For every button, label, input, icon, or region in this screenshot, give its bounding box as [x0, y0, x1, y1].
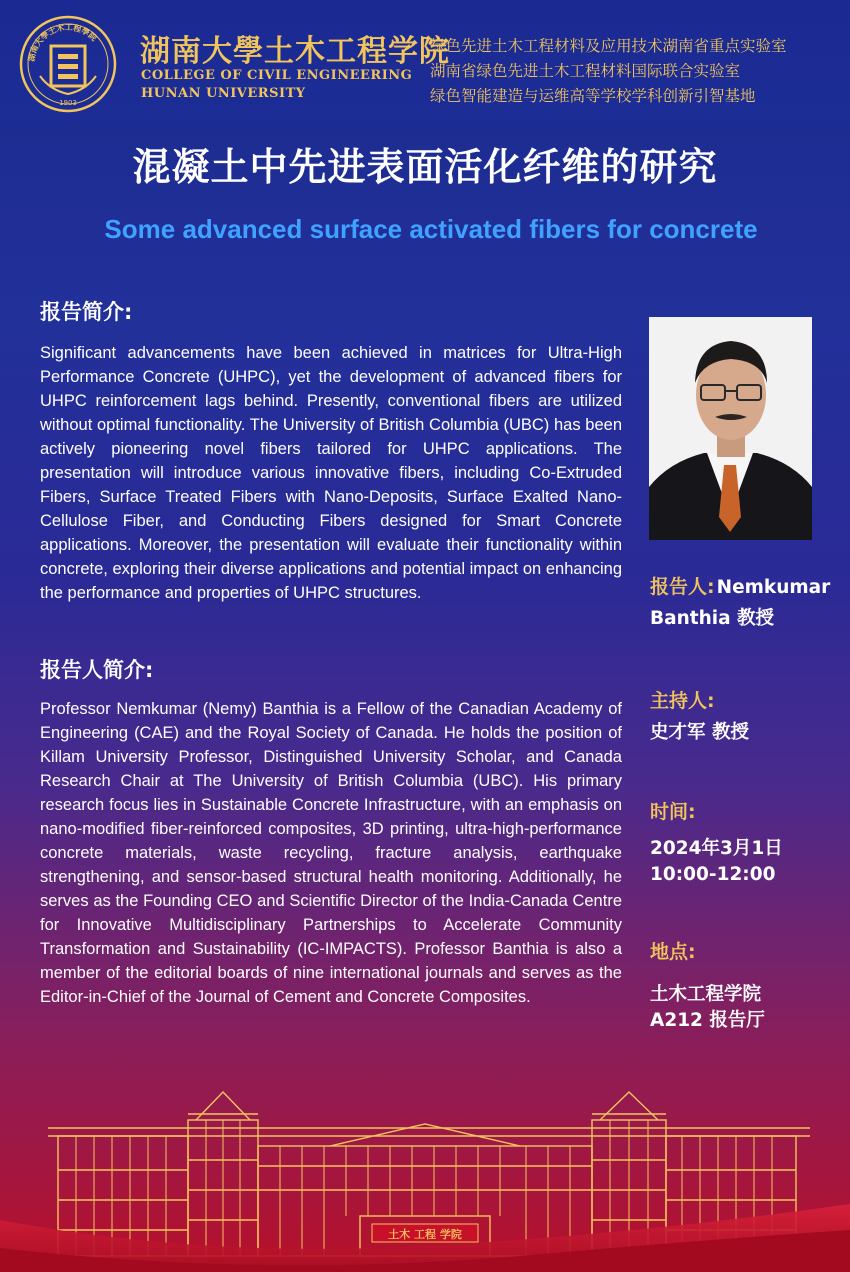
- host-label: 主持人:: [650, 690, 715, 712]
- host-name: 史才军 教授: [650, 722, 749, 743]
- header-bar: [0, 0, 850, 122]
- abstract-text: Significant advancements have been achieved in matrices for Ultra-High Performance Concrete (UHPC), yet the development of advanced fibers for UHPC reinforcement lags behind. Presently, conventional fibers are utilized without optimal functionality. The University of British Columbia (UBC) has been actively pioneering novel fibers tailored for UHPC applications. The presentation will introduce various innovative fibers, including Co-Extruded Fibers, Surface Treated Fibers with Nano-Deposits, Surface Exalted Nano-Cellulose Fiber, and Conducting Fibers designed for Smart Concrete applications. Moreover, the presentation will evaluate their functionality within concrete, exploring their diverse applications and potential impact on enhancing the performance and properties of UHPC structures.: [40, 344, 622, 602]
- time-date: 2024年3月1日: [650, 838, 783, 859]
- building-illustration: [0, 1080, 850, 1272]
- speaker-name: Banthia 教授: [650, 608, 775, 629]
- lab-item: 湖南省绿色先进土木工程材料国际联合实验室: [430, 62, 741, 80]
- university-seal-icon: [18, 14, 118, 114]
- title-chinese: 混凝土中先进表面活化纤维的研究: [132, 145, 718, 189]
- abstract-heading: 报告简介:: [40, 300, 133, 324]
- college-name-cn: 湖南大學土木工程学院: [140, 34, 450, 69]
- title-english: Some advanced surface activated fibers for concrete: [104, 214, 758, 244]
- speaker-label-text: 报告人:: [650, 576, 715, 598]
- bio-text: Professor Nemkumar (Nemy) Banthia is a Fellow of the Canadian Academy of Engineering (CAE) and the Royal Society of Canada. He holds the position of Killam University Professor, Distinguished University Scholar, and Canada Research Chair at The University of British Columbia (UBC). His primary research focus lies in Sustainable Concrete Infrastructure, with an emphasis on nano-modified fiber-reinforced composites, 3D printing, ultra-high-performance concrete materials, waste recycling, fracture analysis, earthquake strengthening, and sensor-based structural health monitoring. Additionally, he serves as the Founding CEO and Scientific Director of the India-Canada Centre for Innovative Multidisciplinary Partnerships to Accelerate Community Transformation and Sustainability (IC-IMPACTS). Professor Banthia is also a member of the editorial boards of nine international journals and serves as the Editor-in-Chief of the Journal of Cement and Concrete Composites.: [40, 700, 622, 1006]
- university-name-en: HUNAN UNIVERSITY: [141, 86, 306, 101]
- place-room: A212 报告厅: [650, 1010, 765, 1031]
- speaker-photo: [649, 317, 812, 540]
- lab-item: 绿色先进土木工程材料及应用技术湖南省重点实验室: [430, 37, 787, 55]
- speaker-label: [650, 572, 830, 599]
- time-hours: 10:00-12:00: [650, 864, 776, 885]
- lab-list: [430, 34, 787, 109]
- seal-text: 湖南大學土木工程學院: [26, 22, 99, 63]
- place-building: 土木工程学院: [650, 984, 762, 1005]
- place-label: 地点:: [650, 941, 696, 963]
- lab-item: 绿色智能建造与运维高等学校学科创新引智基地: [430, 87, 756, 105]
- bio-heading: 报告人简介:: [40, 658, 154, 682]
- speaker-name-first: Nemkumar: [716, 577, 831, 598]
- college-name-en: COLLEGE OF CIVIL ENGINEERING: [141, 68, 413, 83]
- time-label: 时间:: [650, 801, 696, 823]
- building-sign: 土木 工程 学院: [388, 1228, 462, 1241]
- seal-year: 1903: [59, 99, 77, 107]
